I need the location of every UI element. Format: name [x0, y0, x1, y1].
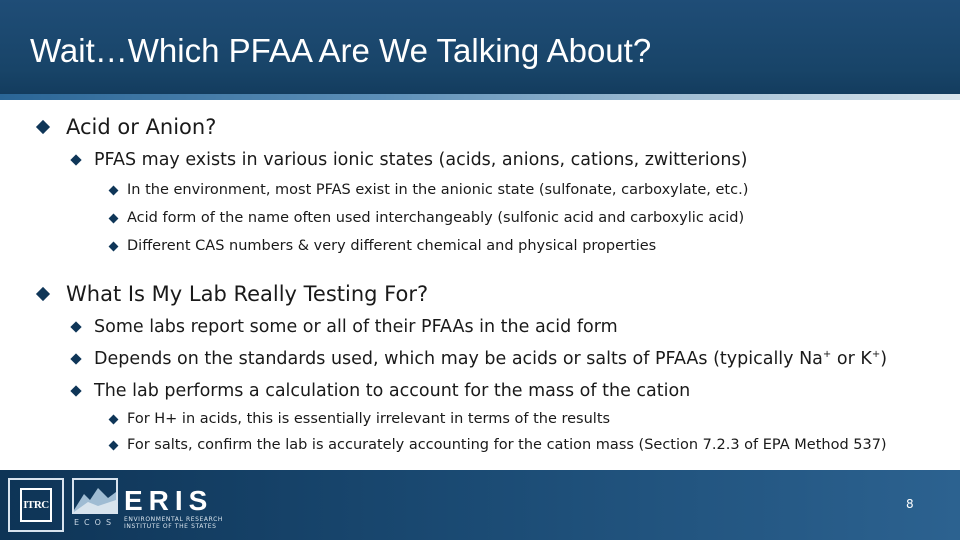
bullet-level1 — [38, 115, 216, 139]
itrc-logo-mark: ITRC — [20, 488, 52, 522]
bullet-text: PFAS may exists in various ionic states (acids, anions, cations, zwitterions) — [94, 150, 748, 170]
eris-logo-line1: ENVIRONMENTAL RESEARCH — [124, 516, 223, 523]
bullet-level2 — [72, 150, 747, 170]
page-number: 8 — [906, 497, 914, 511]
ecos-logo — [72, 478, 118, 532]
bullet-text: In the environment, most PFAS exist in the anionic state (sulfonate, carboxylate, etc.) — [127, 182, 749, 198]
diamond-bullet-icon — [109, 414, 119, 424]
bullet-level3 — [110, 437, 887, 453]
bullet-level3 — [110, 210, 744, 226]
superscript-plus: + — [822, 349, 832, 361]
itrc-logo — [8, 478, 64, 532]
ecos-logo-text: ECOS — [74, 518, 117, 527]
diamond-bullet-icon — [70, 353, 81, 364]
bullet-text: Different CAS numbers & very different chemical and physical properties — [127, 238, 657, 254]
diamond-bullet-icon — [70, 321, 81, 332]
diamond-bullet-icon — [36, 287, 50, 301]
slide-title: Wait…Which PFAA Are We Talking About? — [30, 32, 652, 69]
diamond-bullet-icon — [109, 440, 119, 450]
bullet-text — [94, 349, 887, 369]
bullet-level2 — [72, 317, 618, 337]
bullet-text: Acid or Anion? — [66, 115, 217, 139]
bullet-level3 — [110, 182, 748, 198]
bullet-level1 — [38, 282, 428, 306]
bullet-text: Acid form of the name often used interchangeably (sulfonic acid and carboxylic acid) — [127, 210, 745, 226]
diamond-bullet-icon — [109, 185, 119, 195]
diamond-bullet-icon — [109, 213, 119, 223]
diamond-bullet-icon — [109, 241, 119, 251]
diamond-bullet-icon — [70, 385, 81, 396]
bullet-text: The lab performs a calculation to account for the mass of the cation — [94, 381, 691, 401]
diamond-bullet-icon — [36, 120, 50, 134]
eris-logo-line2: INSTITUTE OF THE STATES — [124, 523, 217, 530]
text-segment: or K — [831, 349, 872, 369]
bullet-text: Some labs report some or all of their PFAAs in the acid form — [94, 317, 618, 337]
superscript-plus: + — [871, 349, 881, 361]
diamond-bullet-icon — [70, 154, 81, 165]
text-segment: Depends on the standards used, which may be acids or salts of PFAAs (typically Na — [94, 349, 823, 369]
bullet-text: What Is My Lab Really Testing For? — [66, 282, 429, 306]
eris-logo — [124, 486, 234, 530]
bullet-text: For H+ in acids, this is essentially irrelevant in terms of the results — [127, 411, 611, 427]
bullet-level3 — [110, 238, 656, 254]
bullet-level3 — [110, 411, 610, 427]
bullet-level2 — [72, 381, 690, 401]
bullet-text: For salts, confirm the lab is accurately accounting for the cation mass (Section 7.2.3 of EPA Method 537) — [127, 437, 887, 453]
mountain-icon — [72, 478, 118, 514]
bullet-level2 — [72, 349, 887, 369]
eris-logo-wordmark: ERIS — [124, 485, 214, 516]
text-segment: ) — [880, 349, 888, 369]
